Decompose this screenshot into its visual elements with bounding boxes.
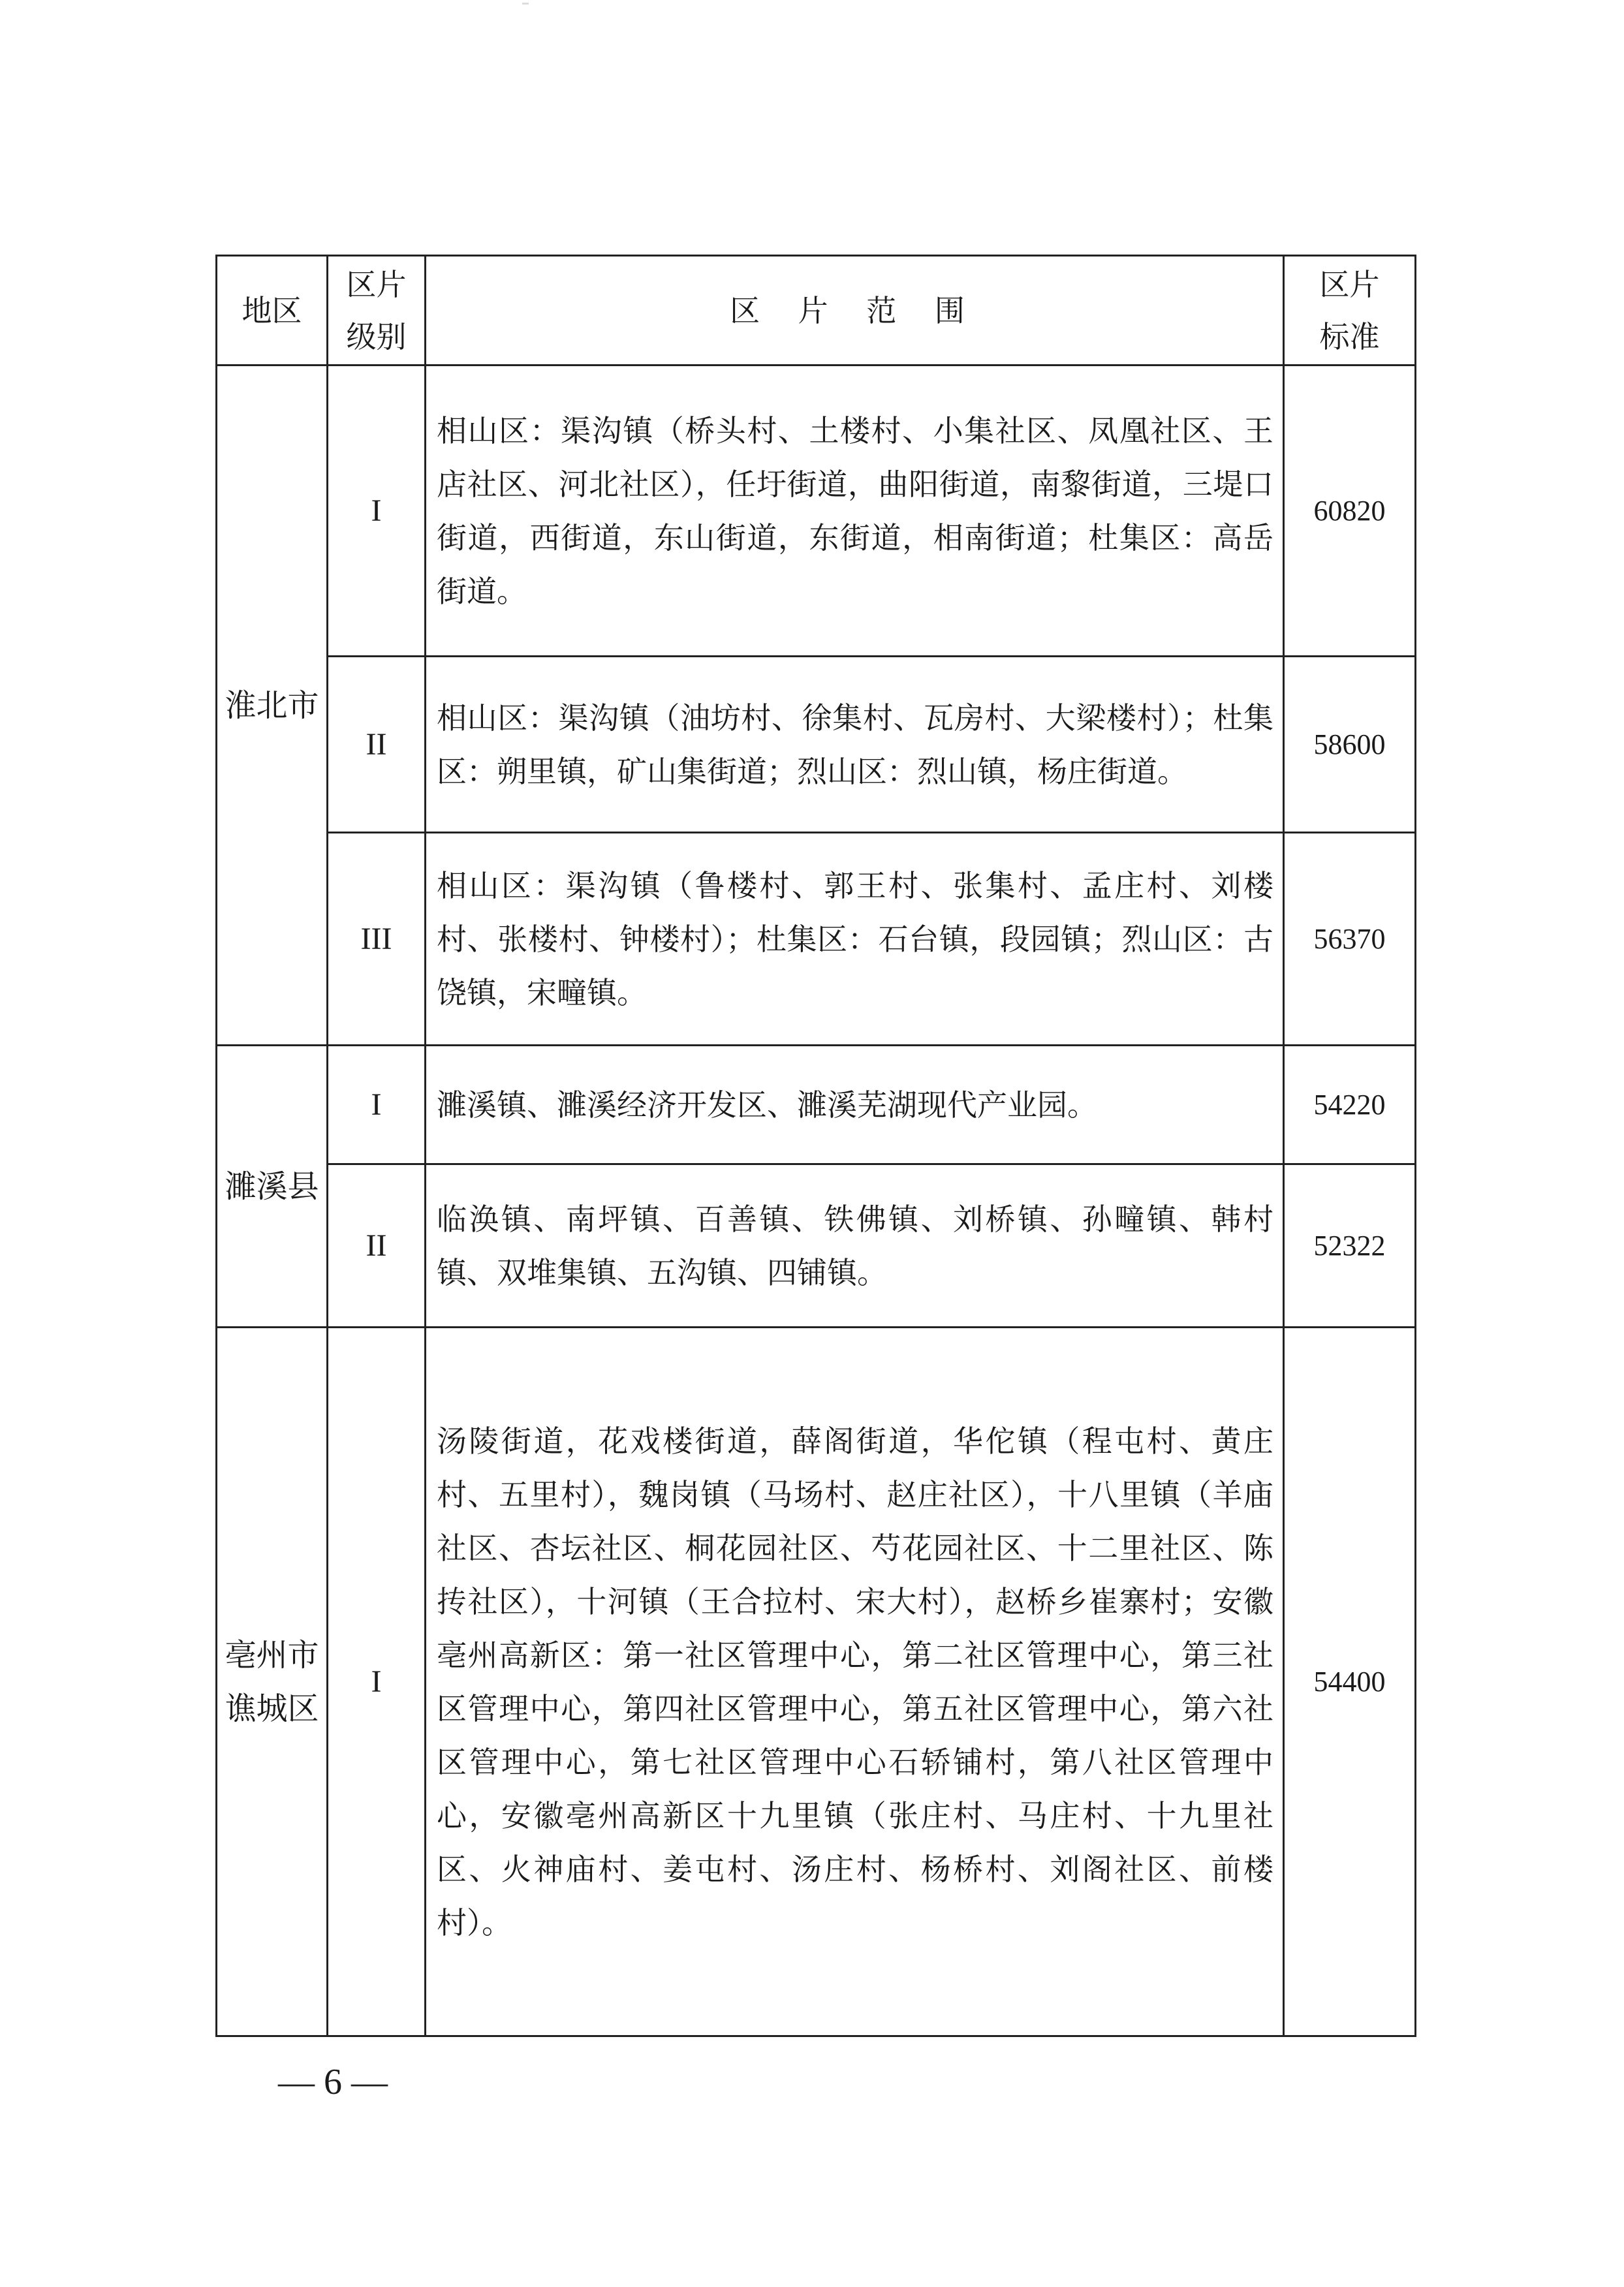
level-cell: II xyxy=(328,657,426,833)
region-cell-qiaocheng xyxy=(217,1328,328,2036)
scope-cell: 濉溪镇、濉溪经济开发区、濉溪芜湖现代产业园。 xyxy=(426,1046,1284,1164)
table-row xyxy=(217,657,1416,833)
scope-cell: 相山区：渠沟镇（桥头村、土楼村、小集社区、凤凰社区、王店社区、河北社区），任圩街道，曲阳街道，南黎街道，三堤口街道，西街道，东山街道，东街道，相南街道；杜集区：高岳街道。 xyxy=(426,366,1284,657)
page-number: — 6 — xyxy=(278,2062,388,2102)
level-cell: I xyxy=(328,366,426,657)
header-region: 地区 xyxy=(217,256,328,366)
level-cell: II xyxy=(328,1164,426,1328)
standard-cell: 58600 xyxy=(1284,657,1416,833)
table-row xyxy=(217,1328,1416,2036)
level-cell: III xyxy=(328,833,426,1046)
header-level-line1: 区片 xyxy=(346,266,407,302)
standard-cell: 52322 xyxy=(1284,1164,1416,1328)
scan-artifact xyxy=(522,3,529,5)
land-zone-table xyxy=(215,255,1416,2037)
header-level xyxy=(328,256,426,366)
region-name-line1: 亳州市 xyxy=(225,1636,319,1673)
standard-cell: 56370 xyxy=(1284,833,1416,1046)
region-cell-suixi: 濉溪县 xyxy=(217,1046,328,1328)
level-cell: I xyxy=(328,1046,426,1164)
standard-cell: 54220 xyxy=(1284,1046,1416,1164)
table-row xyxy=(217,1046,1416,1164)
table-header-row xyxy=(217,256,1416,366)
table-row xyxy=(217,833,1416,1046)
standard-cell: 54400 xyxy=(1284,1328,1416,2036)
standard-cell: 60820 xyxy=(1284,366,1416,657)
scope-cell: 相山区：渠沟镇（鲁楼村、郭王村、张集村、孟庄村、刘楼村、张楼村、钟楼村）；杜集区：石台镇，段园镇；烈山区：古饶镇，宋疃镇。 xyxy=(426,833,1284,1046)
scope-cell: 汤陵街道，花戏楼街道，薛阁街道，华佗镇（程屯村、黄庄村、五里村），魏岗镇（马场村、赵庄社区），十八里镇（羊庙社区、杏坛社区、桐花园社区、芍花园社区、十二里社区、陈抟社区），十河镇（王合拉村、宋大村），赵桥乡崔寨村；安徽亳州高新区：第一社区管理中心，第二社区管理中心，第三社区管理中心，第四社区管理中心，第五社区管理中心，第六社区管理中心，第七社区管理中心石轿铺村，第八社区管理中心，安徽亳州高新区十九里镇（张庄村、马庄村、十九里社区、火神庙村、姜屯村、汤庄村、杨桥村、刘阁社区、前楼村）。 xyxy=(426,1328,1284,2036)
header-std-line2: 标准 xyxy=(1319,319,1380,354)
header-std-line1: 区片 xyxy=(1319,266,1380,302)
header-level-line2: 级别 xyxy=(346,319,407,354)
table-row xyxy=(217,1164,1416,1328)
level-cell: I xyxy=(328,1328,426,2036)
scope-cell: 临涣镇、南坪镇、百善镇、铁佛镇、刘桥镇、孙疃镇、韩村镇、双堆集镇、五沟镇、四铺镇。 xyxy=(426,1164,1284,1328)
table-row xyxy=(217,366,1416,657)
region-cell-huaibei: 淮北市 xyxy=(217,366,328,1046)
header-scope: 区 片 范 围 xyxy=(426,256,1284,366)
region-name-line2: 谯城区 xyxy=(225,1690,319,1727)
header-standard xyxy=(1284,256,1416,366)
scope-cell: 相山区：渠沟镇（油坊村、徐集村、瓦房村、大梁楼村）；杜集区：朔里镇，矿山集街道；烈山区：烈山镇，杨庄街道。 xyxy=(426,657,1284,833)
